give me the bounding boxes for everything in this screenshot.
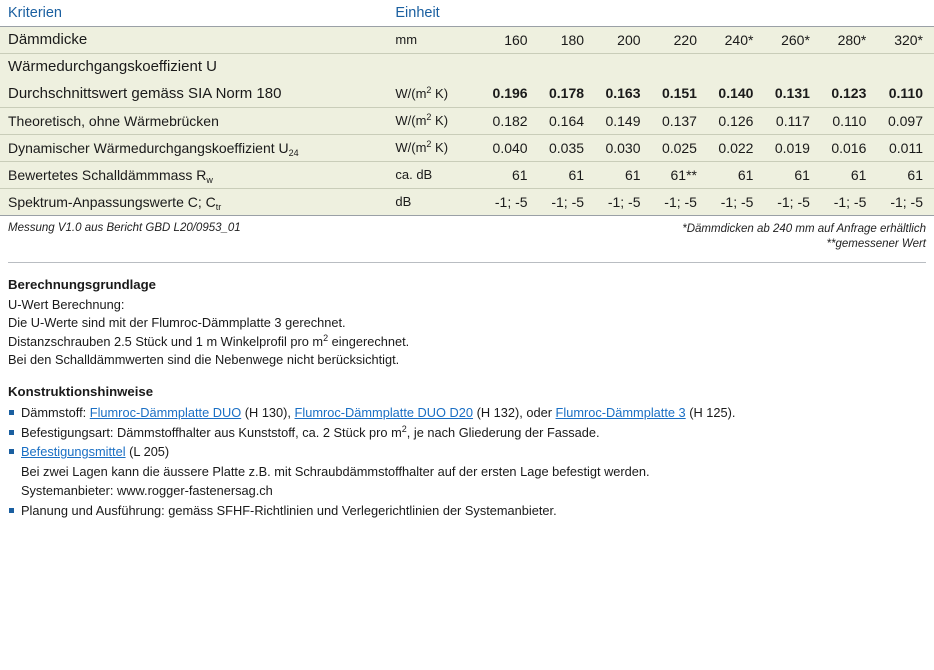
cell-rw-7: 61 bbox=[907, 166, 923, 183]
specification-table bbox=[0, 0, 934, 216]
row-label-rw: Bewertetes Schalldämmmass $R_w$ bbox=[8, 166, 213, 185]
cell-daemmdicke-5: 260* bbox=[781, 31, 810, 48]
item4: Planung und Ausführung: gemäss SFHF-Richtlinien und Verlegerichtlinien der Systemanbieter. bbox=[21, 502, 557, 518]
cell-theoretisch-0: 0.182 bbox=[492, 112, 528, 129]
calc-line-4: Bei den Schalldämmwerten sind die Nebenwege nicht berücksichtigt. bbox=[8, 352, 400, 368]
table-row bbox=[0, 53, 934, 80]
construction-notes-title: Konstruktionshinweise bbox=[8, 383, 154, 399]
item1-suffix: (H 125). bbox=[685, 404, 736, 420]
cell-daemmdicke-4: 240* bbox=[724, 31, 754, 48]
item2-post: , je nach Gliederung der Fassade. bbox=[406, 424, 600, 440]
construction-notes-list bbox=[8, 404, 926, 520]
cell-u24-0: 0.040 bbox=[492, 139, 528, 156]
cell-u24-3: 0.025 bbox=[661, 139, 697, 156]
cell-theoretisch-5: 0.117 bbox=[775, 112, 810, 129]
item3-sub2: Systemanbieter: www.rogger-fastenersag.ch bbox=[21, 483, 273, 499]
cell-spektrum-2: -1; -5 bbox=[607, 193, 641, 210]
cell-sia180-6: 0.123 bbox=[831, 85, 867, 102]
row-unit-spektrum: dB bbox=[395, 194, 412, 209]
construction-notes-block bbox=[0, 370, 934, 520]
row-unit-u24: $W/(m^2$ K) bbox=[395, 139, 449, 155]
cell-sia180-2: 0.163 bbox=[605, 85, 641, 102]
cell-daemmdicke-7: 320* bbox=[894, 31, 923, 48]
item3-sub1: Bei zwei Lagen kann die äussere Platte z.B. mit Schraubdämmstoffhalter auf der ersten Lage befestigt werden. bbox=[21, 463, 650, 479]
cell-u24-4: 0.022 bbox=[718, 139, 754, 156]
list-item bbox=[8, 502, 926, 521]
cell-spektrum-6: -1; -5 bbox=[833, 193, 867, 210]
list-item-sub bbox=[8, 482, 926, 501]
list-item-sub bbox=[8, 463, 926, 482]
cell-rw-4: 61 bbox=[737, 166, 754, 183]
item1-prefix: Dämmstoff: bbox=[21, 404, 90, 420]
calc-line-3-sup: 2 bbox=[323, 332, 329, 343]
cell-sia180-3: 0.151 bbox=[661, 85, 697, 102]
header-unit: Einheit bbox=[395, 4, 440, 21]
cell-theoretisch-3: 0.137 bbox=[661, 112, 697, 129]
row-label-spektrum: Spektrum-Anpassungswerte C; $C_{tr}$ bbox=[8, 193, 222, 212]
row-unit-u-section bbox=[395, 53, 482, 80]
link-daemmplatte-duo-d20[interactable]: Flumroc-Dämmplatte DUO D20 bbox=[294, 404, 474, 420]
cell-daemmdicke-2: 200 bbox=[617, 31, 641, 48]
calc-line-3-post: eingerechnet. bbox=[328, 333, 410, 349]
row-label-theoretisch: Theoretisch, ohne Wärmebrücken bbox=[8, 112, 219, 129]
cell-theoretisch-4: 0.126 bbox=[718, 112, 754, 129]
header-criteria: Kriterien bbox=[8, 4, 62, 21]
cell-daemmdicke-3: 220 bbox=[673, 31, 697, 48]
cell-u24-6: 0.016 bbox=[831, 139, 867, 156]
item1-mid1: (H 130), bbox=[241, 404, 295, 420]
row-label-sia180: Durchschnittswert gemäss SIA Norm 180 bbox=[8, 84, 282, 102]
cell-daemmdicke-0: 160 bbox=[504, 31, 528, 48]
cell-rw-6: 61 bbox=[850, 166, 867, 183]
table-row bbox=[0, 134, 934, 161]
table-row bbox=[0, 161, 934, 188]
row-unit-theoretisch: $W/(m^2$ K) bbox=[395, 112, 449, 128]
cell-rw-0: 61 bbox=[512, 166, 528, 183]
cell-rw-2: 61 bbox=[624, 166, 641, 183]
row-unit-daemmdicke: mm bbox=[395, 32, 418, 47]
calculation-basis-block bbox=[0, 263, 934, 370]
cell-rw-1: 61 bbox=[568, 166, 585, 183]
footnote-group bbox=[682, 222, 926, 253]
cell-spektrum-5: -1; -5 bbox=[777, 193, 810, 210]
cell-spektrum-7: -1; -5 bbox=[890, 193, 923, 210]
cell-theoretisch-2: 0.149 bbox=[605, 112, 641, 129]
footnote-single-star: *Dämmdicken ab 240 mm auf Anfrage erhältlich bbox=[682, 222, 926, 235]
row-unit-rw: ca. dB bbox=[395, 167, 433, 182]
calc-line-3-pre: Distanzschrauben 2.5 Stück und 1 m Winkelprofil pro m bbox=[8, 333, 324, 349]
table-header-row bbox=[0, 0, 934, 26]
calculation-basis-title: Berechnungsgrundlage bbox=[8, 276, 157, 292]
header-spacer bbox=[482, 0, 538, 26]
link-daemmplatte-duo[interactable]: Flumroc-Dämmplatte DUO bbox=[89, 404, 242, 420]
cell-sia180-4: 0.140 bbox=[718, 85, 754, 102]
table-row bbox=[0, 26, 934, 53]
list-item bbox=[8, 404, 926, 423]
cell-spektrum-3: -1; -5 bbox=[664, 193, 697, 210]
cell-theoretisch-7: 0.097 bbox=[887, 112, 923, 129]
table-row bbox=[0, 188, 934, 215]
list-item bbox=[8, 443, 926, 462]
cell-rw-5: 61 bbox=[794, 166, 810, 183]
measurement-note: Messung V1.0 aus Bericht GBD L20/0953_01 bbox=[8, 221, 241, 234]
link-daemmplatte-3[interactable]: Flumroc-Dämmplatte 3 bbox=[555, 404, 686, 420]
calc-line-1: U-Wert Berechnung: bbox=[8, 296, 125, 312]
cell-u24-2: 0.030 bbox=[605, 139, 641, 156]
cell-spektrum-0: -1; -5 bbox=[494, 193, 528, 210]
cell-u24-1: 0.035 bbox=[549, 139, 585, 156]
cell-u24-5: 0.019 bbox=[774, 139, 810, 156]
cell-daemmdicke-6: 280* bbox=[837, 31, 867, 48]
cell-daemmdicke-1: 180 bbox=[560, 31, 585, 48]
item2-pre: Befestigungsart: Dämmstoffhalter aus Kunststoff, ca. 2 Stück pro m bbox=[21, 424, 402, 440]
calc-line-2: Die U-Werte sind mit der Flumroc-Dämmplatte 3 gerechnet. bbox=[8, 315, 346, 331]
item2-sup: 2 bbox=[401, 423, 407, 434]
cell-sia180-5: 0.131 bbox=[774, 85, 810, 102]
cell-theoretisch-1: 0.164 bbox=[549, 112, 585, 129]
row-label-u-section: Wärmedurchgangskoeffizient U bbox=[8, 58, 217, 76]
cell-sia180-0: 0.196 bbox=[492, 85, 528, 102]
cell-spektrum-4: -1; -5 bbox=[720, 193, 754, 210]
item3-suffix: (L 205) bbox=[125, 444, 170, 460]
calc-line-3 bbox=[8, 333, 926, 352]
cell-theoretisch-6: 0.110 bbox=[832, 112, 867, 129]
row-label-daemmdicke: Dämmdicke bbox=[8, 31, 88, 48]
cell-sia180-7: 0.110 bbox=[888, 85, 923, 102]
cell-u24-7: 0.011 bbox=[889, 139, 923, 156]
row-label-u24: Dynamischer Wärmedurchgangskoeffizient $U_{24}$ bbox=[8, 139, 299, 158]
table-row bbox=[0, 80, 934, 107]
item1-mid2: (H 132), oder bbox=[473, 404, 556, 420]
cell-sia180-1: 0.178 bbox=[549, 85, 585, 102]
row-unit-sia180: $W/(m^2$ K) bbox=[395, 84, 449, 101]
cell-spektrum-1: -1; -5 bbox=[551, 193, 585, 210]
table-row bbox=[0, 107, 934, 134]
cell-rw-3: 61** bbox=[670, 166, 697, 183]
footnote-double-star: **gemessener Wert bbox=[826, 238, 926, 251]
link-befestigungsmittel[interactable]: Befestigungsmittel bbox=[21, 444, 126, 460]
table-footnotes bbox=[0, 216, 934, 262]
list-item bbox=[8, 424, 926, 443]
